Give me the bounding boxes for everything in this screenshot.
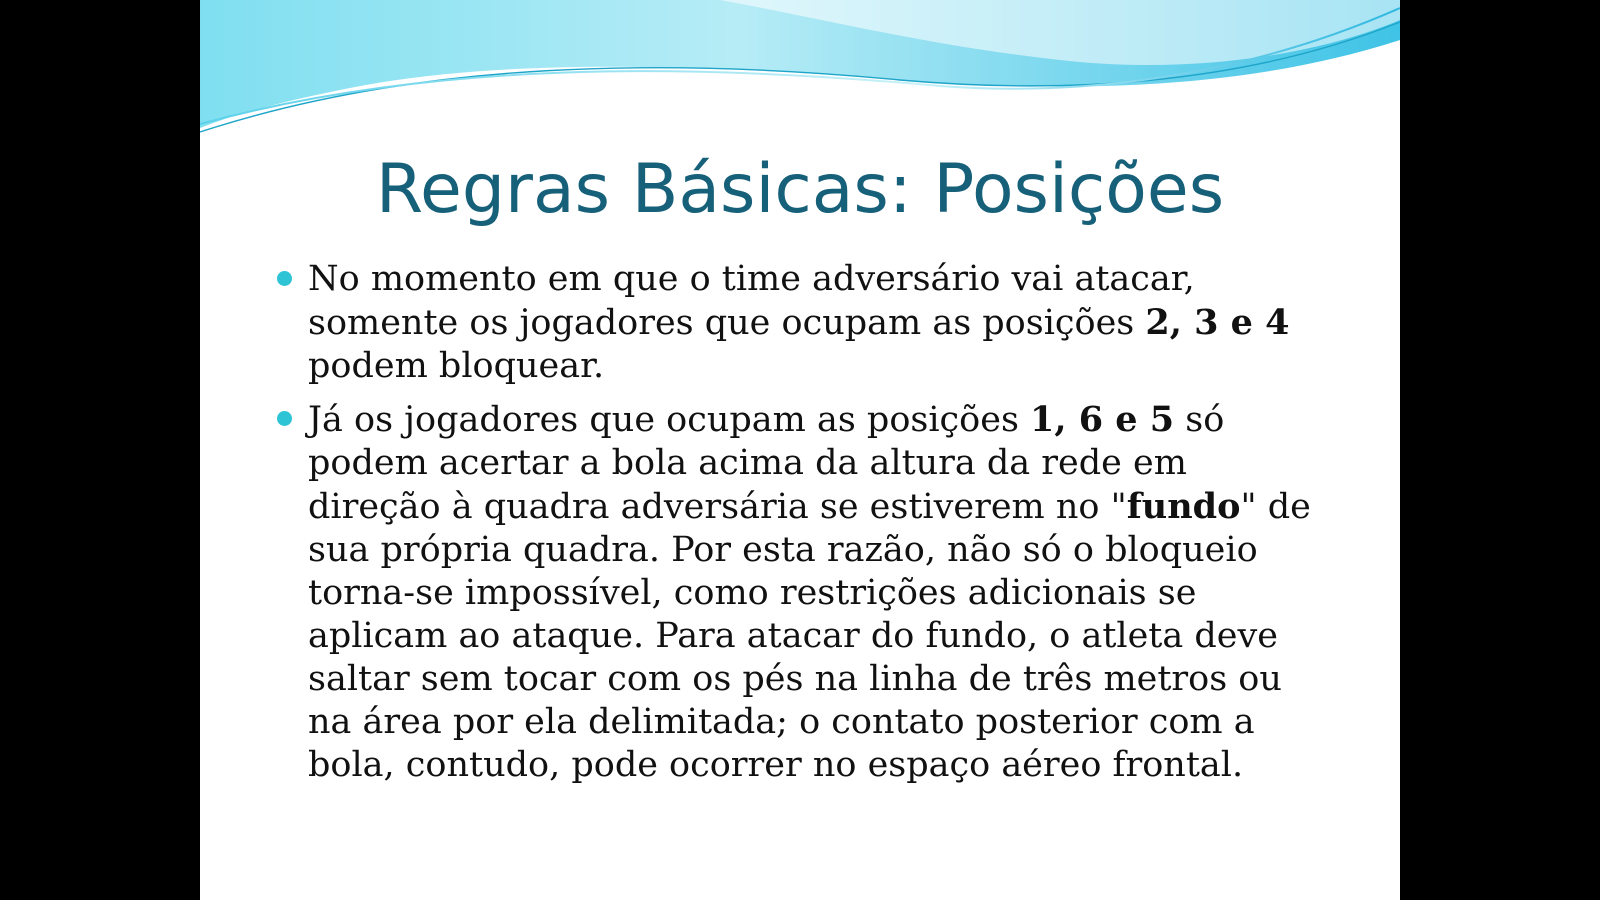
- bullet-item: [308, 258, 1328, 388]
- slide-title: Regras Básicas: Posições: [375, 150, 1225, 229]
- bullet-text: Já os jogadores que ocupam as posições 1, 6 e 5 só podem acertar a bola acima da altura da rede em direção à quadra adversária se estiverem no "fundo" de sua própria quadra. Por esta razão, não só o bloqueio torna-se impossível, como restrições adicionais se aplicam ao ataque. Para atacar do fundo, o atleta deve saltar sem tocar com os pés na linha de três metros ou na área por ela delimitada; o contato posterior com a bola, contudo, pode ocorrer no espaço aéreo frontal.: [308, 399, 1311, 785]
- bullet-list: [308, 258, 1328, 797]
- bullet-dot-icon: [277, 271, 292, 286]
- bullet-item: [308, 398, 1328, 787]
- bullet-text: No momento em que o time adversário vai atacar, somente os jogadores que ocupam as posições 2, 3 e 4 podem bloquear.: [308, 259, 1290, 386]
- bullet-dot-icon: [277, 411, 292, 426]
- presentation-slide: [200, 0, 1400, 900]
- header-wave-decoration: [200, 0, 1400, 140]
